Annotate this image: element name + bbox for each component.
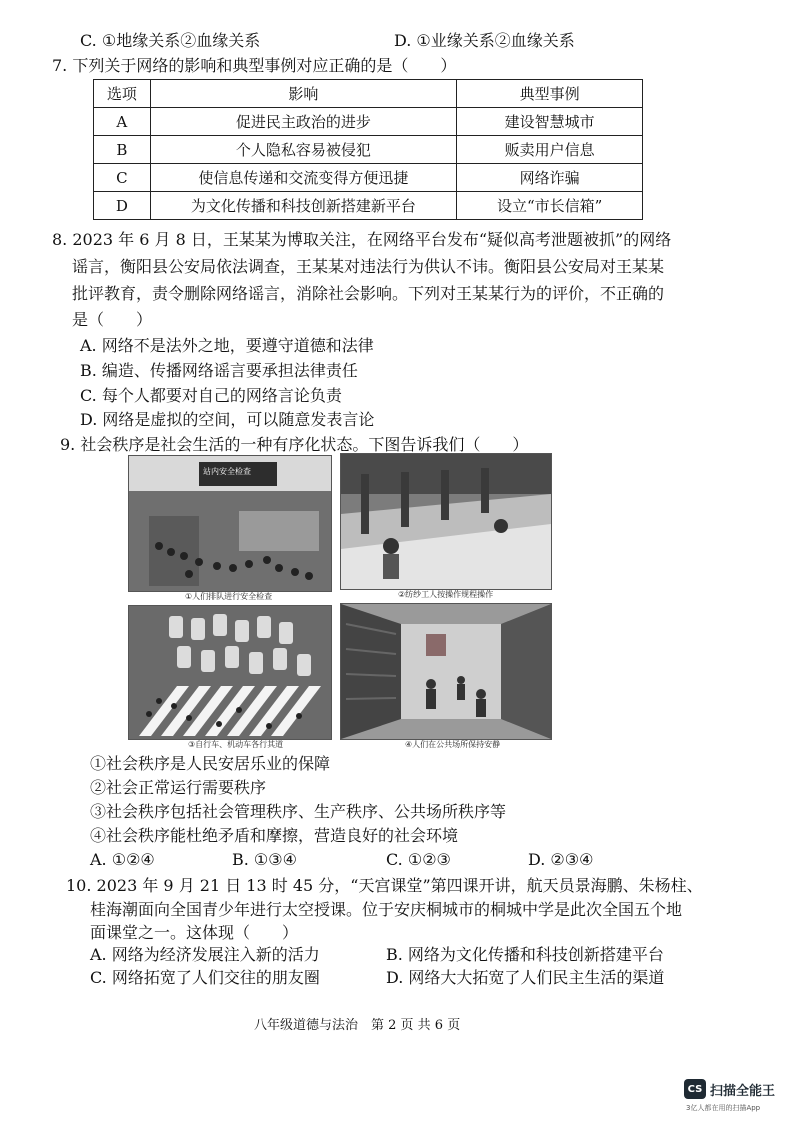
table-header-row xyxy=(94,80,643,108)
q10-option-c: C. 网络拓宽了人们交往的朋友圈 xyxy=(90,968,320,987)
scanner-logo-icon: CS xyxy=(684,1079,706,1099)
table-cell: 贩卖用户信息 xyxy=(457,136,643,164)
q8-stem-line-4: 是（ ） xyxy=(72,310,153,329)
q8-option-b: B. 编造、传播网络谣言要承担法律责任 xyxy=(80,361,358,380)
page-footer: 八年级道德与法治 第 2 页 共 6 页 xyxy=(254,1018,461,1033)
table-cell: 个人隐私容易被侵犯 xyxy=(150,136,457,164)
q6-option-c: C. ①地缘关系②血缘关系 xyxy=(80,31,261,50)
q9-option-d: D. ②③④ xyxy=(528,850,594,869)
photo-textile-workers xyxy=(340,453,552,590)
q8-stem-line-3: 批评教育，责令删除网络谣言，消除社会影响。下列对王某某行为的评价，不正确的 xyxy=(72,284,665,303)
q6-option-d: D. ①业缘关系②血缘关系 xyxy=(394,31,575,50)
q7-stem: 7. 下列关于网络的影响和典型事例对应正确的是（ ） xyxy=(52,56,457,75)
table-cell: 使信息传递和交流变得方便迅捷 xyxy=(150,164,457,192)
q9-statement-1: ①社会秩序是人民安居乐业的保障 xyxy=(90,754,331,773)
photo-caption-3: ③自行车、机动车各行其道 xyxy=(188,740,284,749)
table-cell: 建设智慧城市 xyxy=(457,108,643,136)
q8-stem-line-1: 8. 2023 年 6 月 8 日，王某某为博取关注，在网络平台发布“疑似高考泄题被抓”的网络 xyxy=(52,230,672,249)
scanner-app-name: 扫描全能王 xyxy=(710,1084,776,1099)
table-cell: C xyxy=(94,164,151,192)
scanner-tagline: 3亿人都在用的扫描App xyxy=(686,1104,761,1112)
q9-option-c: C. ①②③ xyxy=(386,850,451,869)
q9-statement-4: ④社会秩序能杜绝矛盾和摩擦，营造良好的社会环境 xyxy=(90,826,459,845)
q10-option-b: B. 网络为文化传播和科技创新搭建平台 xyxy=(386,945,664,964)
q8-option-c: C. 每个人都要对自己的网络言论负责 xyxy=(80,386,342,405)
traffic-image xyxy=(129,606,331,739)
table-row xyxy=(94,192,643,220)
q10-option-a: A. 网络为经济发展注入新的活力 xyxy=(90,945,320,964)
q10-stem-line-1: 10. 2023 年 9 月 21 日 13 时 45 分，“天宫课堂”第四课开讲，航天员景海鹏、朱杨柱、 xyxy=(66,876,703,895)
table-row xyxy=(94,108,643,136)
table-row xyxy=(94,164,643,192)
photo-security-check xyxy=(128,455,332,592)
table-cell: 为文化传播和科技创新搭建新平台 xyxy=(150,192,457,220)
table-row xyxy=(94,136,643,164)
table-cell: A xyxy=(94,108,151,136)
table-cell: 网络诈骗 xyxy=(457,164,643,192)
q9-option-b: B. ①③④ xyxy=(232,850,297,869)
photo-caption-4: ④人们在公共场所保持安静 xyxy=(405,740,501,749)
table-header-example: 典型事例 xyxy=(457,80,643,108)
q9-statement-2: ②社会正常运行需要秩序 xyxy=(90,778,267,797)
q8-stem-line-2: 谣言，衡阳县公安局依法调查，王某某对违法行为供认不讳。衡阳县公安局对王某某 xyxy=(72,257,665,276)
q10-stem-line-2: 桂海潮面向全国青少年进行太空授课。位于安庆桐城市的桐城中学是此次全国五个地 xyxy=(90,900,683,919)
q8-option-d: D. 网络是虚拟的空间，可以随意发表言论 xyxy=(80,410,375,429)
q10-stem-line-3: 面课堂之一。这体现（ ） xyxy=(90,923,299,942)
photo-caption-2: ②纺纱工人按操作规程操作 xyxy=(398,590,494,599)
table-cell: 促进民主政治的进步 xyxy=(150,108,457,136)
library-image xyxy=(341,604,551,739)
photo-library xyxy=(340,603,552,740)
q8-option-a: A. 网络不是法外之地，要遵守道德和法律 xyxy=(80,336,374,355)
table-header-option: 选项 xyxy=(94,80,151,108)
photo-caption-1: ①人们排队进行安全检查 xyxy=(185,592,273,601)
q9-statement-3: ③社会秩序包括社会管理秩序、生产秩序、公共场所秩序等 xyxy=(90,802,507,821)
q10-option-d: D. 网络大大拓宽了人们民主生活的渠道 xyxy=(386,968,665,987)
textile-workers-image xyxy=(341,454,551,589)
security-sign-text: 站内安全检查 xyxy=(203,467,251,476)
table-cell: 设立“市长信箱” xyxy=(457,192,643,220)
q9-option-a: A. ①②④ xyxy=(90,850,155,869)
q7-table xyxy=(93,79,643,220)
q9-stem: 9. 社会秩序是社会生活的一种有序化状态。下图告诉我们（ ） xyxy=(60,435,529,454)
table-header-impact: 影响 xyxy=(150,80,457,108)
table-cell: B xyxy=(94,136,151,164)
photo-traffic xyxy=(128,605,332,740)
table-cell: D xyxy=(94,192,151,220)
